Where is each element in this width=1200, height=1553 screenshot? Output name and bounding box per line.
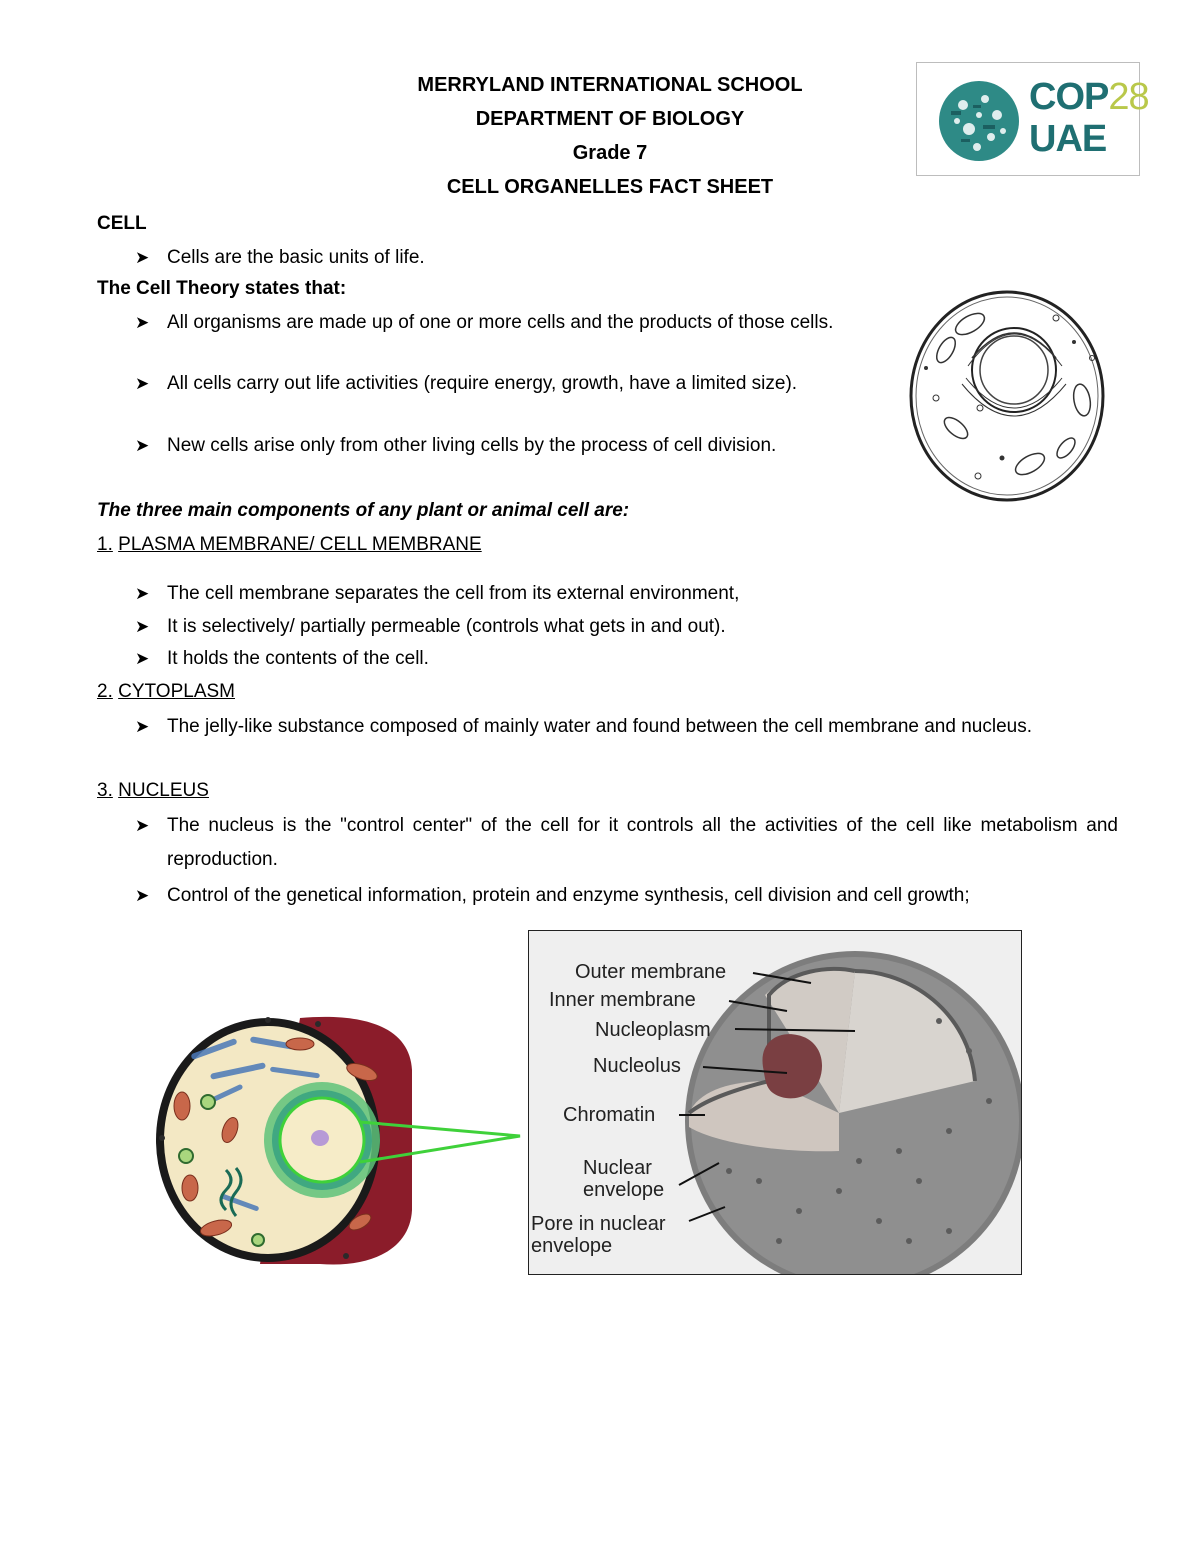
cytoplasm-heading: 2. CYTOPLASM [97,681,235,702]
label-chromatin: Chromatin [563,1104,656,1126]
department-name: DEPARTMENT OF BIOLOGY [475,108,745,130]
cop28-logo [916,62,1149,176]
list-item: ➤ The nucleus is the "control center" of the cell for it controls all the activities of the cell like metabolism and reproduction. [135,809,1118,877]
arrow-bullet-icon: ➤ [135,436,150,455]
label-outer-membrane: Outer membrane [575,961,727,983]
arrow-bullet-icon: ➤ [135,313,150,332]
cell-theory-heading: The Cell Theory states that: [97,278,347,299]
label-nucleolus: Nucleolus [593,1055,681,1077]
animal-cell-illustration [150,1010,530,1270]
globe-icon [933,75,1025,167]
arrow-bullet-icon: ➤ [135,374,150,393]
label-inner-membrane: Inner membrane [549,989,696,1011]
list-item: ➤ It holds the contents of the cell. [135,644,895,674]
arrow-bullet-icon: ➤ [135,248,150,267]
label-nuclear-envelope-2: envelope [583,1179,665,1201]
arrow-bullet-icon: ➤ [135,886,150,905]
label-pore-2: envelope [531,1235,613,1257]
list-item: ➤ The jelly-like substance composed of mainly water and found between the cell membrane and nucleus. [135,710,1118,778]
list-item: ➤ New cells arise only from other living cells by the process of cell division. [135,431,895,461]
list-item: ➤ The cell membrane separates the cell from its external environment, [135,579,895,609]
arrow-bullet-icon: ➤ [135,617,150,636]
page-title: CELL ORGANELLES FACT SHEET [446,176,774,198]
grade-label: Grade 7 [572,142,648,164]
list-item: ➤ Control of the genetical information, protein and enzyme synthesis, cell division and cell growth; [135,881,1118,911]
logo-28: 28 [1108,76,1149,118]
animal-cell-sketch [906,288,1110,508]
nucleus-heading: 3. NUCLEUS [97,780,209,801]
list-item: ➤ All cells carry out life activities (require energy, growth, have a limited size). [135,369,875,429]
label-nuclear-envelope-1: Nuclear [583,1157,652,1179]
list-item: ➤ It is selectively/ partially permeable (controls what gets in and out). [135,612,895,642]
label-pore-1: Pore in nuclear [531,1213,666,1235]
list-item: ➤ Cells are the basic units of life. [135,243,835,273]
school-name: MERRYLAND INTERNATIONAL SCHOOL [417,74,803,96]
arrow-bullet-icon: ➤ [135,584,150,603]
logo-cop: COP [1029,76,1109,118]
list-item: ➤ All organisms are made up of one or more cells and the products of those cells. [135,308,875,368]
cell-heading: CELL [97,213,147,234]
components-intro: The three main components of any plant or animal cell are: [97,500,630,521]
arrow-bullet-icon: ➤ [135,649,150,668]
arrow-bullet-icon: ➤ [135,717,150,736]
arrow-bullet-icon: ➤ [135,816,150,835]
label-nucleoplasm: Nucleoplasm [595,1019,711,1041]
membrane-heading: 1. PLASMA MEMBRANE/ CELL MEMBRANE [97,534,482,555]
nucleus-diagram [528,930,1022,1275]
logo-uae: UAE [1029,118,1107,160]
